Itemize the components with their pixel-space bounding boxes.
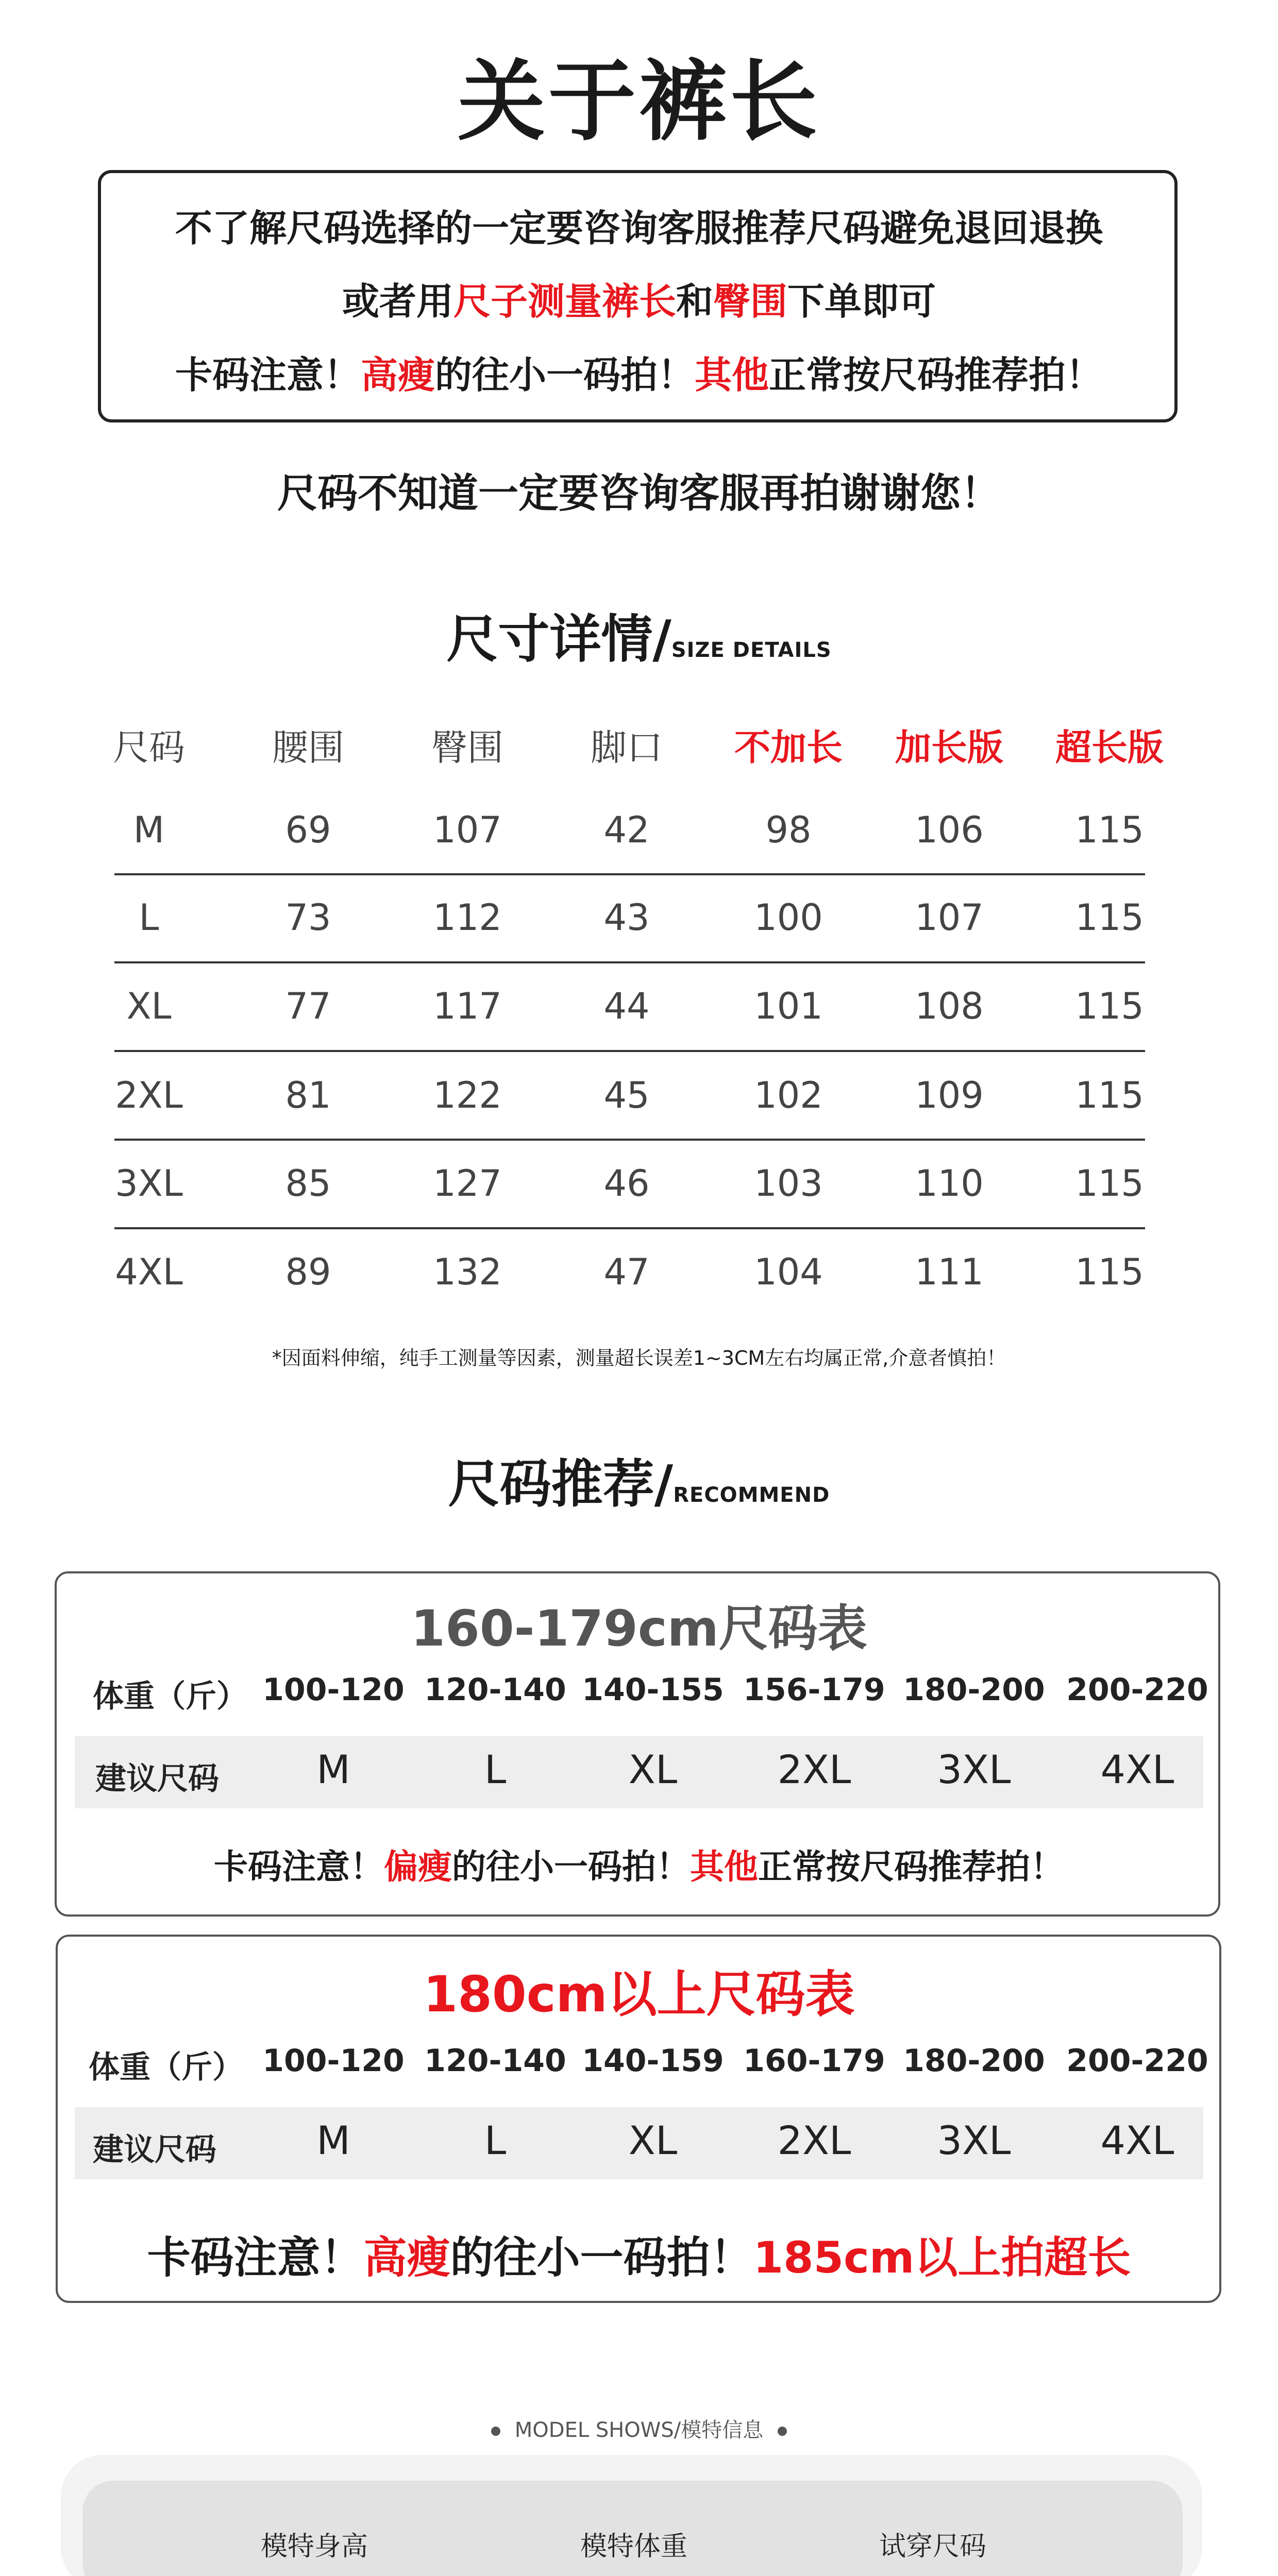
weight-range: 120-140 xyxy=(424,1672,566,1708)
table-cell: 104 xyxy=(754,1251,823,1293)
box1-title: 160-179cm尺码表 xyxy=(411,1600,867,1657)
table-cell: 98 xyxy=(765,809,812,851)
weight-range: 120-140 xyxy=(424,2043,566,2079)
header-regular-length: 不加长 xyxy=(734,726,843,769)
table-cell: 47 xyxy=(603,1251,650,1293)
size-details-title: 尺寸详情/SIZE DETAILS xyxy=(446,609,832,669)
suggested-size: XL xyxy=(628,2117,678,2163)
weight-range: 100-120 xyxy=(262,2043,405,2079)
table-cell: 100 xyxy=(754,896,823,939)
weight-range: 200-220 xyxy=(1066,1672,1208,1708)
table-row-divider xyxy=(114,873,1145,875)
suggested-size: L xyxy=(484,1747,507,1792)
table-cell: 102 xyxy=(754,1074,823,1116)
suggested-size: 2XL xyxy=(777,2117,851,2163)
model-weight-label: 模特体重 xyxy=(580,2531,687,2562)
table-cell: 112 xyxy=(433,896,502,939)
table-cell: 44 xyxy=(603,985,650,1027)
box2-size-label: 建议尺码 xyxy=(93,2132,216,2168)
table-cell: 115 xyxy=(1075,1074,1144,1116)
table-cell: 4XL xyxy=(115,1251,183,1293)
bullet-dot-icon xyxy=(778,2427,787,2436)
table-cell: 127 xyxy=(433,1162,502,1205)
table-cell: 42 xyxy=(603,809,650,851)
model-shows-header: MODEL SHOWS/模特信息 xyxy=(0,2414,1278,2443)
box2-warning: 卡码注意！高瘦的往小一码拍！185cm以上拍超长 xyxy=(147,2232,1131,2283)
model-size-label: 试穿尺码 xyxy=(879,2531,986,2562)
header-hem: 脚口 xyxy=(591,726,663,769)
table-cell: 115 xyxy=(1075,1251,1144,1293)
table-cell: 108 xyxy=(915,985,984,1027)
suggested-size: 2XL xyxy=(777,1747,851,1792)
table-cell: 2XL xyxy=(115,1074,183,1116)
table-cell: 81 xyxy=(285,1074,331,1116)
weight-range: 140-155 xyxy=(582,1672,724,1708)
weight-range: 140-159 xyxy=(582,2043,724,2079)
suggested-size: 3XL xyxy=(937,1747,1011,1792)
table-cell: 115 xyxy=(1075,896,1144,939)
weight-range: 200-220 xyxy=(1066,2043,1208,2079)
table-cell: 109 xyxy=(915,1074,984,1116)
table-cell: XL xyxy=(126,985,172,1027)
weight-range: 180-200 xyxy=(903,1672,1045,1708)
table-cell: 115 xyxy=(1075,1162,1144,1205)
suggested-size: 4XL xyxy=(1100,1747,1174,1792)
table-cell: 110 xyxy=(915,1162,984,1205)
suggested-size: 3XL xyxy=(937,2117,1011,2163)
size-footnote: *因面料伸缩，纯手工测量等因素，测量超长误差1~3CM左右均属正常,介意者慎拍！ xyxy=(272,1347,1006,1369)
suggested-size: M xyxy=(316,1747,350,1792)
box1-size-label: 建议尺码 xyxy=(95,1761,219,1797)
table-cell: 69 xyxy=(285,809,331,851)
weight-range: 180-200 xyxy=(903,2043,1045,2079)
table-cell: 3XL xyxy=(115,1162,183,1205)
table-cell: 111 xyxy=(915,1251,984,1293)
table-cell: 89 xyxy=(285,1251,331,1293)
table-cell: 85 xyxy=(285,1162,331,1205)
header-size: 尺码 xyxy=(113,726,185,769)
table-cell: 117 xyxy=(433,985,502,1027)
table-cell: 132 xyxy=(433,1251,502,1293)
table-cell: 107 xyxy=(433,809,502,851)
table-row-divider xyxy=(114,1227,1145,1229)
box1-weight-label: 体重（斤） xyxy=(93,1679,247,1715)
suggested-size: M xyxy=(316,2117,350,2163)
header-hip: 臀围 xyxy=(431,726,503,769)
recommend-title: 尺码推荐/RECOMMEND xyxy=(448,1454,830,1514)
table-cell: 103 xyxy=(754,1162,823,1205)
table-cell: 107 xyxy=(915,896,984,939)
table-row-divider xyxy=(114,961,1145,963)
box2-weight-label: 体重（斤） xyxy=(89,2049,243,2086)
suggested-size: 4XL xyxy=(1100,2117,1174,2163)
notice-line-2: 或者用尺子测量裤长和臀围下单即可 xyxy=(342,280,936,323)
table-cell: 106 xyxy=(915,809,984,851)
table-row-divider xyxy=(114,1050,1145,1052)
table-cell: 46 xyxy=(603,1162,650,1205)
page-title: 关于裤长 xyxy=(457,51,820,153)
table-row-divider xyxy=(114,1139,1145,1141)
bullet-dot-icon xyxy=(491,2427,500,2436)
table-cell: 115 xyxy=(1075,985,1144,1027)
weight-range: 100-120 xyxy=(262,1672,405,1708)
suggested-size: L xyxy=(484,2117,507,2163)
weight-range: 160-179 xyxy=(743,2043,885,2079)
notice-line-3: 卡码注意！高瘦的往小一码拍！其他正常按尺码推荐拍！ xyxy=(175,353,1103,397)
suggested-size: XL xyxy=(628,1747,678,1792)
table-cell: 115 xyxy=(1075,809,1144,851)
table-cell: 101 xyxy=(754,985,823,1027)
table-cell: L xyxy=(139,896,159,939)
consult-text: 尺码不知道一定要咨询客服再拍谢谢您！ xyxy=(277,470,1001,517)
notice-line-1: 不了解尺码选择的一定要咨询客服推荐尺码避免退回退换 xyxy=(175,207,1103,250)
header-waist: 腰围 xyxy=(272,726,344,769)
header-extra-long: 超长版 xyxy=(1055,726,1164,769)
table-cell: 73 xyxy=(285,896,331,939)
box1-warning: 卡码注意！偏瘦的往小一码拍！其他正常按尺码推荐拍！ xyxy=(214,1847,1064,1887)
table-cell: 45 xyxy=(603,1074,650,1116)
header-long-length: 加长版 xyxy=(895,726,1003,769)
table-cell: M xyxy=(133,809,165,851)
weight-range: 156-179 xyxy=(743,1672,885,1708)
table-cell: 77 xyxy=(285,985,331,1027)
box2-title: 180cm以上尺码表 xyxy=(423,1965,855,2023)
table-cell: 43 xyxy=(603,896,650,939)
table-cell: 122 xyxy=(433,1074,502,1116)
model-height-label: 模特身高 xyxy=(260,2531,368,2562)
